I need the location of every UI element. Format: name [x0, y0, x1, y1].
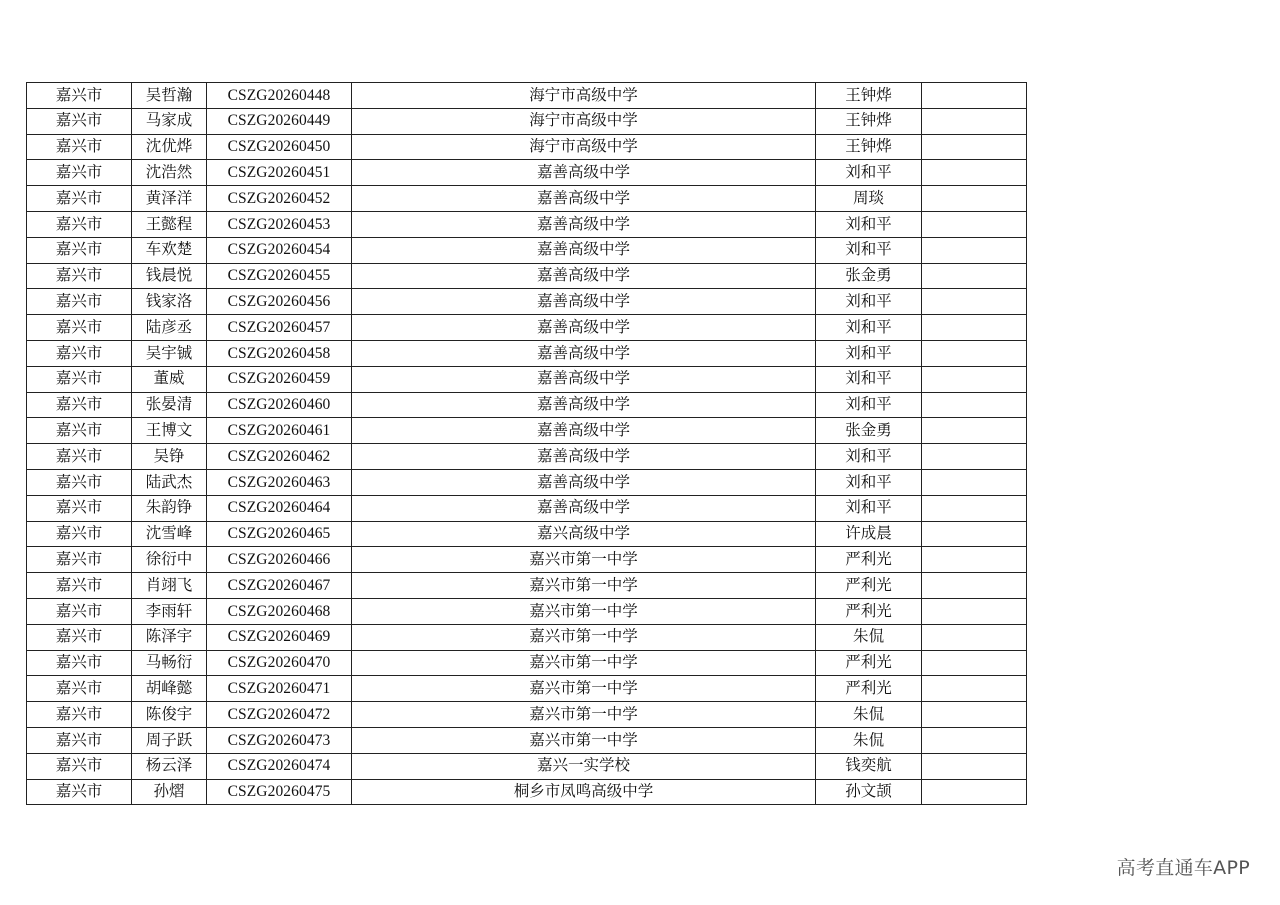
remark-cell: [922, 315, 1027, 341]
table-row: [27, 186, 1027, 212]
remark-cell: [922, 779, 1027, 805]
code-cell: CSZG20260457: [207, 315, 352, 341]
remark-cell: [922, 598, 1027, 624]
code-cell: CSZG20260449: [207, 108, 352, 134]
remark-cell: [922, 676, 1027, 702]
teacher-cell: 严利光: [816, 650, 922, 676]
table-row: [27, 598, 1027, 624]
name-cell: 朱韵铮: [132, 495, 207, 521]
teacher-cell: 张金勇: [816, 418, 922, 444]
school-cell: 嘉善高级中学: [352, 237, 816, 263]
name-cell: 吴宇铖: [132, 340, 207, 366]
name-cell: 徐衍中: [132, 547, 207, 573]
remark-cell: [922, 237, 1027, 263]
school-cell: 嘉善高级中学: [352, 495, 816, 521]
remark-cell: [922, 444, 1027, 470]
city-cell: 嘉兴市: [27, 573, 132, 599]
teacher-cell: 朱侃: [816, 624, 922, 650]
name-cell: 吴铮: [132, 444, 207, 470]
table-row: [27, 676, 1027, 702]
remark-cell: [922, 624, 1027, 650]
remark-cell: [922, 753, 1027, 779]
teacher-cell: 刘和平: [816, 211, 922, 237]
teacher-cell: 刘和平: [816, 289, 922, 315]
code-cell: CSZG20260475: [207, 779, 352, 805]
city-cell: 嘉兴市: [27, 289, 132, 315]
teacher-cell: 王钟烨: [816, 83, 922, 109]
city-cell: 嘉兴市: [27, 521, 132, 547]
teacher-cell: 刘和平: [816, 392, 922, 418]
remark-cell: [922, 392, 1027, 418]
table-row: [27, 650, 1027, 676]
city-cell: 嘉兴市: [27, 160, 132, 186]
teacher-cell: 王钟烨: [816, 108, 922, 134]
school-cell: 嘉兴一实学校: [352, 753, 816, 779]
table-row: [27, 521, 1027, 547]
name-cell: 陈俊宇: [132, 702, 207, 728]
name-cell: 王懿程: [132, 211, 207, 237]
roster-table: [26, 82, 1027, 805]
remark-cell: [922, 495, 1027, 521]
remark-cell: [922, 134, 1027, 160]
city-cell: 嘉兴市: [27, 727, 132, 753]
code-cell: CSZG20260468: [207, 598, 352, 624]
school-cell: 嘉善高级中学: [352, 211, 816, 237]
city-cell: 嘉兴市: [27, 211, 132, 237]
city-cell: 嘉兴市: [27, 186, 132, 212]
table-row: [27, 108, 1027, 134]
remark-cell: [922, 521, 1027, 547]
roster-table-body: [27, 83, 1027, 805]
code-cell: CSZG20260454: [207, 237, 352, 263]
teacher-cell: 张金勇: [816, 263, 922, 289]
table-row: [27, 160, 1027, 186]
remark-cell: [922, 83, 1027, 109]
name-cell: 钱晨悦: [132, 263, 207, 289]
table-row: [27, 727, 1027, 753]
code-cell: CSZG20260451: [207, 160, 352, 186]
city-cell: 嘉兴市: [27, 315, 132, 341]
city-cell: 嘉兴市: [27, 469, 132, 495]
city-cell: 嘉兴市: [27, 418, 132, 444]
remark-cell: [922, 186, 1027, 212]
name-cell: 陈泽宇: [132, 624, 207, 650]
table-row: [27, 547, 1027, 573]
code-cell: CSZG20260464: [207, 495, 352, 521]
table-row: [27, 753, 1027, 779]
code-cell: CSZG20260458: [207, 340, 352, 366]
remark-cell: [922, 702, 1027, 728]
city-cell: 嘉兴市: [27, 598, 132, 624]
remark-cell: [922, 547, 1027, 573]
remark-cell: [922, 211, 1027, 237]
table-row: [27, 211, 1027, 237]
name-cell: 胡峰懿: [132, 676, 207, 702]
name-cell: 吴哲瀚: [132, 83, 207, 109]
school-cell: 嘉兴市第一中学: [352, 702, 816, 728]
table-row: [27, 392, 1027, 418]
remark-cell: [922, 366, 1027, 392]
school-cell: 嘉善高级中学: [352, 340, 816, 366]
city-cell: 嘉兴市: [27, 650, 132, 676]
name-cell: 孙熠: [132, 779, 207, 805]
code-cell: CSZG20260450: [207, 134, 352, 160]
teacher-cell: 许成晨: [816, 521, 922, 547]
city-cell: 嘉兴市: [27, 779, 132, 805]
remark-cell: [922, 573, 1027, 599]
city-cell: 嘉兴市: [27, 108, 132, 134]
table-row: [27, 495, 1027, 521]
remark-cell: [922, 108, 1027, 134]
teacher-cell: 严利光: [816, 573, 922, 599]
school-cell: 海宁市高级中学: [352, 108, 816, 134]
teacher-cell: 王钟烨: [816, 134, 922, 160]
code-cell: CSZG20260460: [207, 392, 352, 418]
code-cell: CSZG20260465: [207, 521, 352, 547]
table-row: [27, 444, 1027, 470]
table-row: [27, 340, 1027, 366]
city-cell: 嘉兴市: [27, 237, 132, 263]
code-cell: CSZG20260463: [207, 469, 352, 495]
name-cell: 杨云泽: [132, 753, 207, 779]
school-cell: 嘉善高级中学: [352, 186, 816, 212]
remark-cell: [922, 289, 1027, 315]
city-cell: 嘉兴市: [27, 702, 132, 728]
city-cell: 嘉兴市: [27, 83, 132, 109]
code-cell: CSZG20260462: [207, 444, 352, 470]
school-cell: 嘉善高级中学: [352, 444, 816, 470]
remark-cell: [922, 340, 1027, 366]
name-cell: 李雨轩: [132, 598, 207, 624]
table-row: [27, 469, 1027, 495]
school-cell: 桐乡市凤鸣高级中学: [352, 779, 816, 805]
teacher-cell: 严利光: [816, 598, 922, 624]
teacher-cell: 刘和平: [816, 160, 922, 186]
school-cell: 嘉善高级中学: [352, 289, 816, 315]
teacher-cell: 刘和平: [816, 340, 922, 366]
table-row: [27, 134, 1027, 160]
code-cell: CSZG20260456: [207, 289, 352, 315]
code-cell: CSZG20260467: [207, 573, 352, 599]
name-cell: 王博文: [132, 418, 207, 444]
city-cell: 嘉兴市: [27, 340, 132, 366]
name-cell: 陆武杰: [132, 469, 207, 495]
teacher-cell: 刘和平: [816, 469, 922, 495]
teacher-cell: 刘和平: [816, 495, 922, 521]
school-cell: 嘉兴市第一中学: [352, 573, 816, 599]
school-cell: 嘉善高级中学: [352, 469, 816, 495]
table-row: [27, 779, 1027, 805]
teacher-cell: 刘和平: [816, 366, 922, 392]
teacher-cell: 刘和平: [816, 315, 922, 341]
name-cell: 陆彦丞: [132, 315, 207, 341]
code-cell: CSZG20260471: [207, 676, 352, 702]
teacher-cell: 朱侃: [816, 702, 922, 728]
code-cell: CSZG20260455: [207, 263, 352, 289]
table-row: [27, 366, 1027, 392]
teacher-cell: 孙文颉: [816, 779, 922, 805]
teacher-cell: 严利光: [816, 676, 922, 702]
city-cell: 嘉兴市: [27, 753, 132, 779]
code-cell: CSZG20260452: [207, 186, 352, 212]
school-cell: 嘉兴市第一中学: [352, 727, 816, 753]
code-cell: CSZG20260448: [207, 83, 352, 109]
name-cell: 马家成: [132, 108, 207, 134]
school-cell: 海宁市高级中学: [352, 83, 816, 109]
school-cell: 嘉善高级中学: [352, 392, 816, 418]
code-cell: CSZG20260461: [207, 418, 352, 444]
table-row: [27, 237, 1027, 263]
city-cell: 嘉兴市: [27, 547, 132, 573]
remark-cell: [922, 727, 1027, 753]
school-cell: 嘉兴市第一中学: [352, 598, 816, 624]
teacher-cell: 刘和平: [816, 444, 922, 470]
city-cell: 嘉兴市: [27, 444, 132, 470]
table-row: [27, 315, 1027, 341]
teacher-cell: 钱奕航: [816, 753, 922, 779]
school-cell: 嘉善高级中学: [352, 366, 816, 392]
city-cell: 嘉兴市: [27, 495, 132, 521]
remark-cell: [922, 650, 1027, 676]
school-cell: 嘉兴市第一中学: [352, 547, 816, 573]
code-cell: CSZG20260474: [207, 753, 352, 779]
teacher-cell: 周琰: [816, 186, 922, 212]
name-cell: 周子跃: [132, 727, 207, 753]
school-cell: 嘉兴市第一中学: [352, 676, 816, 702]
city-cell: 嘉兴市: [27, 134, 132, 160]
remark-cell: [922, 160, 1027, 186]
name-cell: 黄泽洋: [132, 186, 207, 212]
code-cell: CSZG20260466: [207, 547, 352, 573]
name-cell: 马畅衍: [132, 650, 207, 676]
table-row: [27, 83, 1027, 109]
school-cell: 嘉兴高级中学: [352, 521, 816, 547]
table-row: [27, 573, 1027, 599]
city-cell: 嘉兴市: [27, 366, 132, 392]
table-row: [27, 702, 1027, 728]
watermark-text: 高考直通车APP: [1116, 857, 1250, 879]
table-row: [27, 263, 1027, 289]
name-cell: 钱家洛: [132, 289, 207, 315]
name-cell: 沈优烨: [132, 134, 207, 160]
table-row: [27, 418, 1027, 444]
code-cell: CSZG20260473: [207, 727, 352, 753]
name-cell: 肖翊飞: [132, 573, 207, 599]
teacher-cell: 朱侃: [816, 727, 922, 753]
remark-cell: [922, 263, 1027, 289]
school-cell: 嘉善高级中学: [352, 160, 816, 186]
school-cell: 嘉兴市第一中学: [352, 624, 816, 650]
code-cell: CSZG20260470: [207, 650, 352, 676]
city-cell: 嘉兴市: [27, 676, 132, 702]
code-cell: CSZG20260472: [207, 702, 352, 728]
city-cell: 嘉兴市: [27, 392, 132, 418]
teacher-cell: 严利光: [816, 547, 922, 573]
code-cell: CSZG20260453: [207, 211, 352, 237]
name-cell: 沈雪峰: [132, 521, 207, 547]
school-cell: 嘉善高级中学: [352, 315, 816, 341]
name-cell: 董威: [132, 366, 207, 392]
name-cell: 张晏清: [132, 392, 207, 418]
school-cell: 海宁市高级中学: [352, 134, 816, 160]
school-cell: 嘉善高级中学: [352, 418, 816, 444]
remark-cell: [922, 418, 1027, 444]
remark-cell: [922, 469, 1027, 495]
table-row: [27, 289, 1027, 315]
school-cell: 嘉善高级中学: [352, 263, 816, 289]
table-row: [27, 624, 1027, 650]
school-cell: 嘉兴市第一中学: [352, 650, 816, 676]
name-cell: 沈浩然: [132, 160, 207, 186]
code-cell: CSZG20260459: [207, 366, 352, 392]
teacher-cell: 刘和平: [816, 237, 922, 263]
city-cell: 嘉兴市: [27, 624, 132, 650]
code-cell: CSZG20260469: [207, 624, 352, 650]
name-cell: 车欢楚: [132, 237, 207, 263]
city-cell: 嘉兴市: [27, 263, 132, 289]
